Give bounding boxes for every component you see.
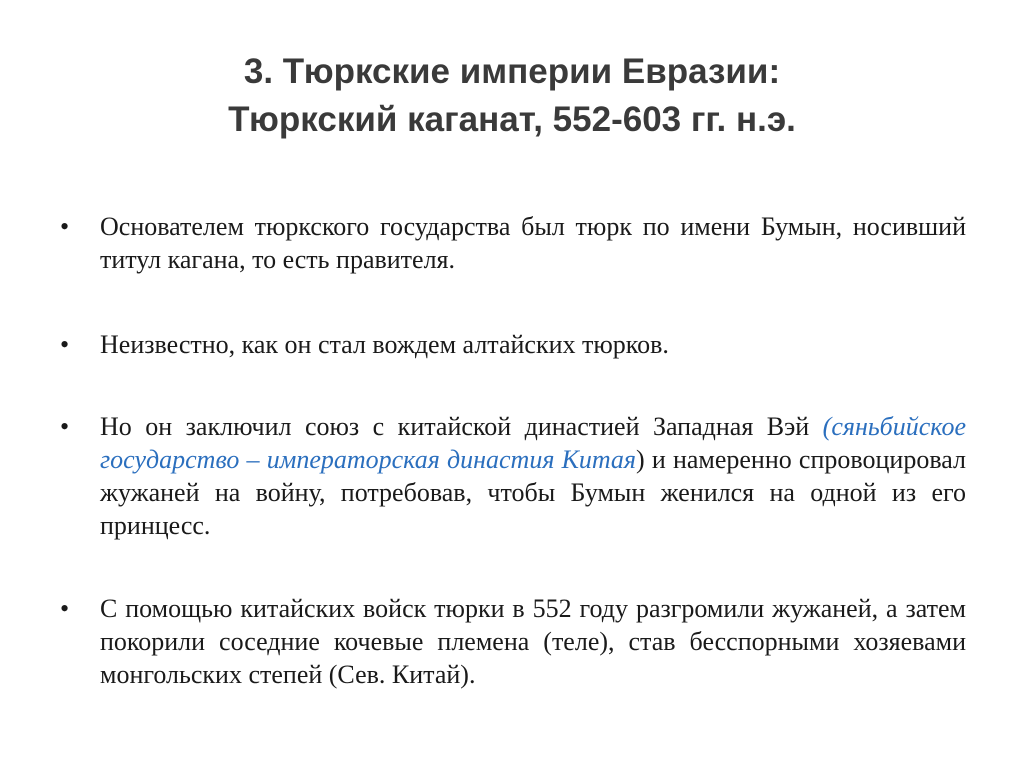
bullet-item-unknown xyxy=(60,328,966,361)
bullet-marker: • xyxy=(60,594,70,623)
bullet-marker: • xyxy=(60,330,70,359)
bullet-item-founder xyxy=(60,210,966,276)
title-line-2: Тюркский каганат, 552-603 гг. н.э. xyxy=(228,100,796,139)
bullet-text: Неизвестно, как он стал вождем алтайских тюрков. xyxy=(100,330,669,359)
slide-title xyxy=(0,48,1024,144)
bullet-marker: • xyxy=(60,212,70,241)
bullet-marker: • xyxy=(60,412,70,441)
bullet-text-before: Но он заключил союз с китайской династией Западная Вэй xyxy=(100,412,823,441)
bullet-text: С помощью китайских войск тюрки в 552 году разгромили жужаней, а затем покорили соседние кочевые племена (теле), став бесспорными хозяевами монгольских степей (Сев. Китай). xyxy=(100,594,966,689)
title-line-1: 3. Тюркские империи Евразии: xyxy=(243,52,781,91)
bullet-text: Основателем тюркского государства был тюрк по имени Бумын, носивший титул кагана, то есть правителя. xyxy=(100,212,966,274)
bullet-item-alliance xyxy=(60,410,966,542)
bullet-text-after: ) и намеренно спровоцировал жужаней на войну, потребовав, чтобы Бумын женился на одной из его принцесс. xyxy=(100,445,966,540)
bullet-item-conquest xyxy=(60,592,966,691)
bullet-highlight: (сяньбийское государство – императорская династия Китая xyxy=(100,412,966,474)
